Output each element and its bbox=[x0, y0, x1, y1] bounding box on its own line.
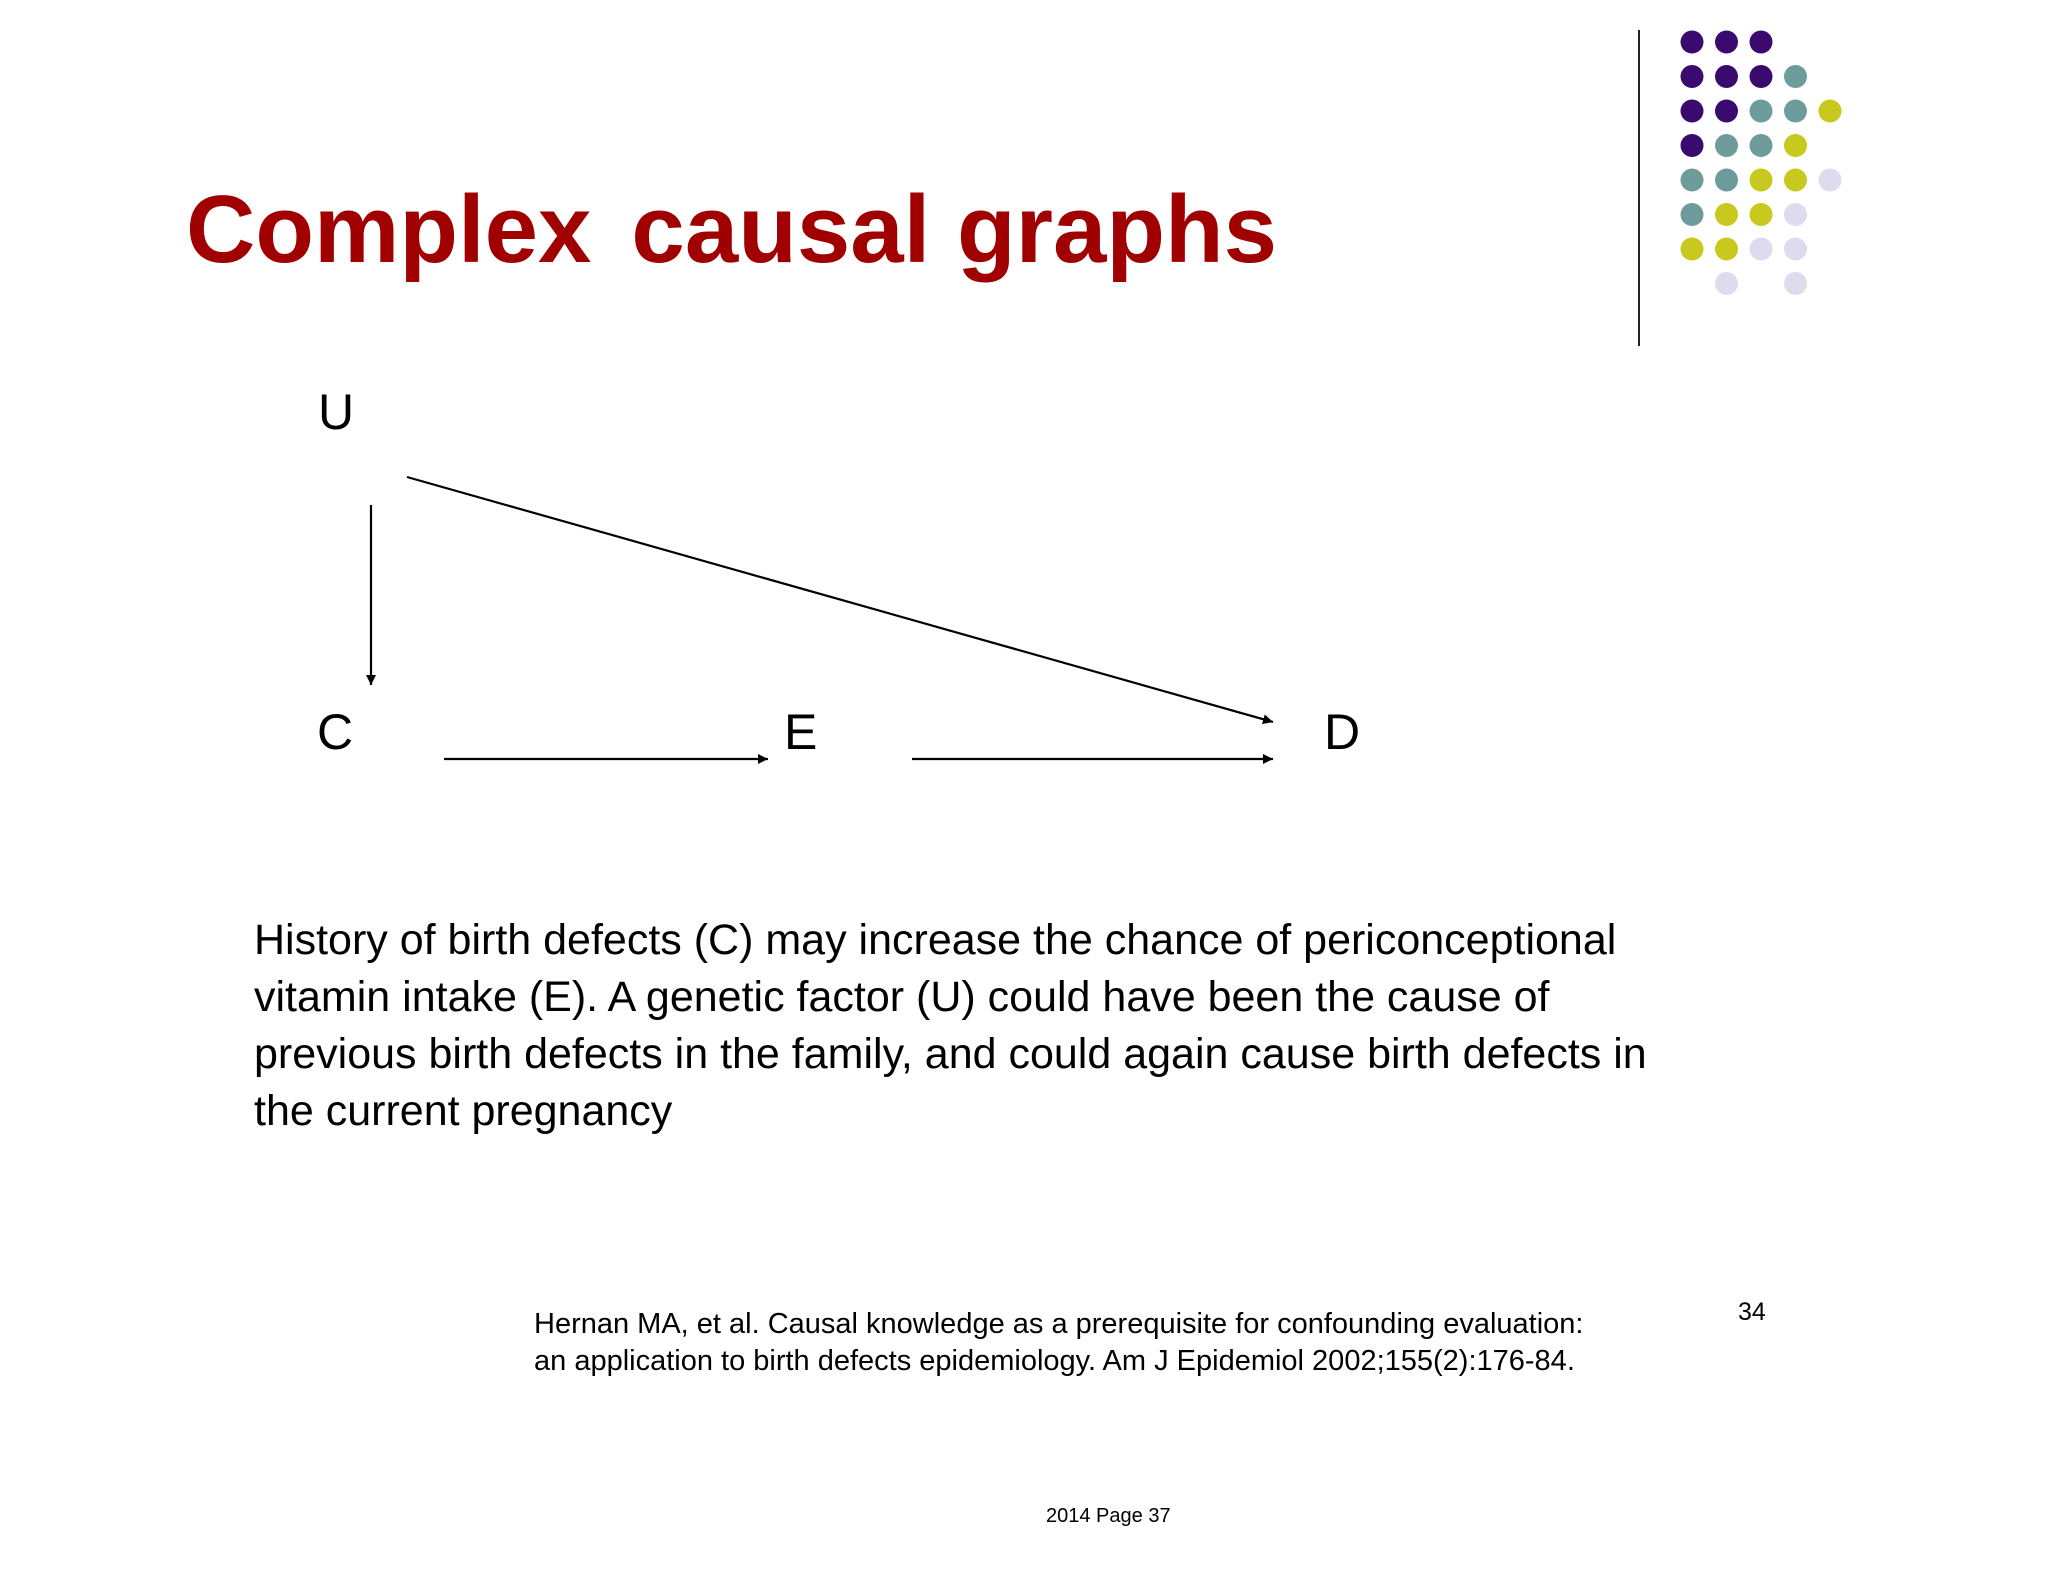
node-d-label: D bbox=[1324, 704, 1361, 760]
node-e-label: E bbox=[784, 704, 818, 760]
citation-line-1: Hernan MA, et al. Causal knowledge as a prerequisite for confounding evaluation: bbox=[534, 1308, 1584, 1340]
title-word-2: causal graphs bbox=[631, 176, 1278, 283]
page-footer: 2014 Page 37 bbox=[1046, 1505, 1171, 1527]
citation-line-2: an application to birth defects epidemiology. Am J Epidemiol 2002;155(2):176-84. bbox=[534, 1345, 1575, 1377]
citation bbox=[534, 1306, 1734, 1380]
node-u-label: U bbox=[318, 384, 355, 440]
explanation-text: History of birth defects (C) may increase the chance of periconceptional vitamin intake (E). A genetic factor (U) could have been the cause of previous birth defects in the family, and could again cause birth defects in the current pregnancy bbox=[254, 916, 1647, 1135]
edge-u-to-d bbox=[407, 477, 1273, 722]
slide-number: 34 bbox=[1738, 1298, 1766, 1326]
title-word-1: Complex bbox=[186, 176, 592, 283]
node-c-label: C bbox=[317, 704, 354, 760]
